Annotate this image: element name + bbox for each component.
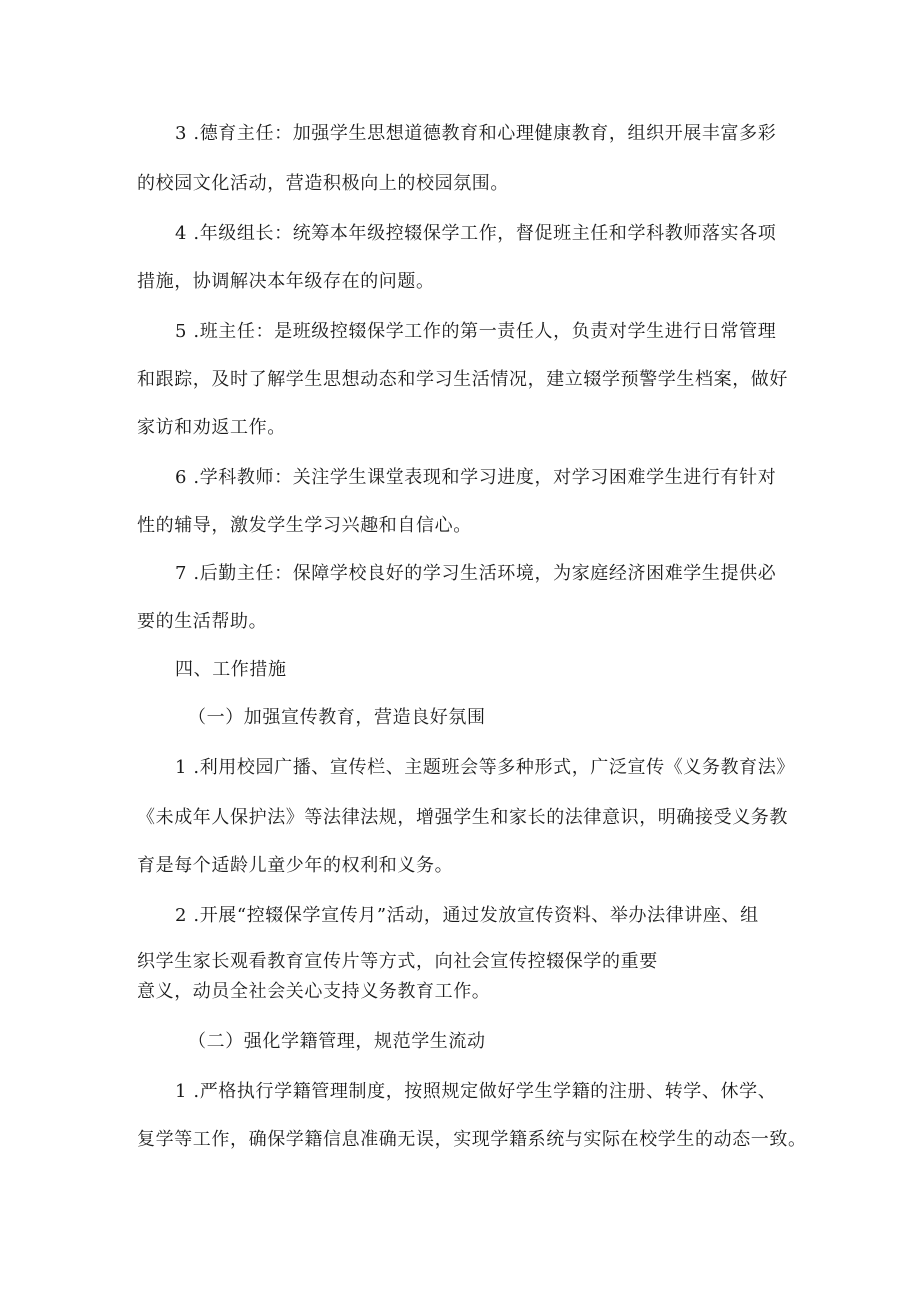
measure-1-1-line-1: 1 .利用校园广播、宣传栏、主题班会等多种形式，广泛宣传《义务教育法》 — [175, 757, 795, 778]
measure-1-1-line-2: 《未成年人保护法》等法律法规，增强学生和家长的法律意识，明确接受义务教 — [137, 807, 788, 828]
item-5-line-2: 和跟踪，及时了解学生思想动态和学习生活情况，建立辍学预警学生档案，做好 — [137, 369, 788, 390]
item-6-line-2: 性的辅导，激发学生学习兴趣和自信心。 — [137, 515, 472, 536]
measure-1-1-line-3: 育是每个适龄儿童少年的权利和义务。 — [137, 855, 454, 876]
subsection-heading-2: （二）强化学籍管理，规范学生流动 — [188, 1031, 486, 1052]
measure-1-2-line-1: 2 .开展“控辍保学宣传月”活动，通过发放宣传资料、举办法律讲座、组 — [175, 905, 759, 926]
measure-2-1-line-1: 1 .严格执行学籍管理制度，按照规定做好学生学籍的注册、转学、休学、 — [175, 1081, 777, 1102]
measure-2-1-line-2: 复学等工作，确保学籍信息准确无误，实现学籍系统与实际在校学生的动态一致。 — [137, 1129, 807, 1150]
item-3-line-2: 的校园文化活动，营造积极向上的校园氛围。 — [137, 173, 509, 194]
measure-1-2-line-2: 织学生家长观看教育宣传片等方式，向社会宣传控辍保学的重要 — [137, 951, 658, 972]
item-6-line-1: 6 .学科教师：关注学生课堂表现和学习进度，对学习困难学生进行有针对 — [175, 467, 777, 488]
item-4-line-2: 措施，协调解决本年级存在的问题。 — [137, 271, 435, 292]
subsection-heading-1: （一）加强宣传教育，营造良好氛围 — [188, 707, 486, 728]
item-4-line-1: 4 .年级组长：统筹本年级控辍保学工作，督促班主任和学科教师落实各项 — [175, 223, 777, 244]
item-7-line-2: 要的生活帮助。 — [137, 611, 268, 632]
item-7-line-1: 7 .后勤主任：保障学校良好的学习生活环境，为家庭经济困难学生提供必 — [175, 563, 777, 584]
item-3-line-1: 3 .德育主任：加强学生思想道德教育和心理健康教育，组织开展丰富多彩 — [175, 123, 777, 144]
measure-1-2-line-3: 意义，动员全社会关心支持义务教育工作。 — [137, 981, 491, 1002]
item-5-line-3: 家访和劝返工作。 — [137, 417, 286, 438]
item-5-line-1: 5 .班主任：是班级控辍保学工作的第一责任人，负责对学生进行日常管理 — [175, 321, 777, 342]
section-heading-4: 四、工作措施 — [175, 659, 287, 680]
